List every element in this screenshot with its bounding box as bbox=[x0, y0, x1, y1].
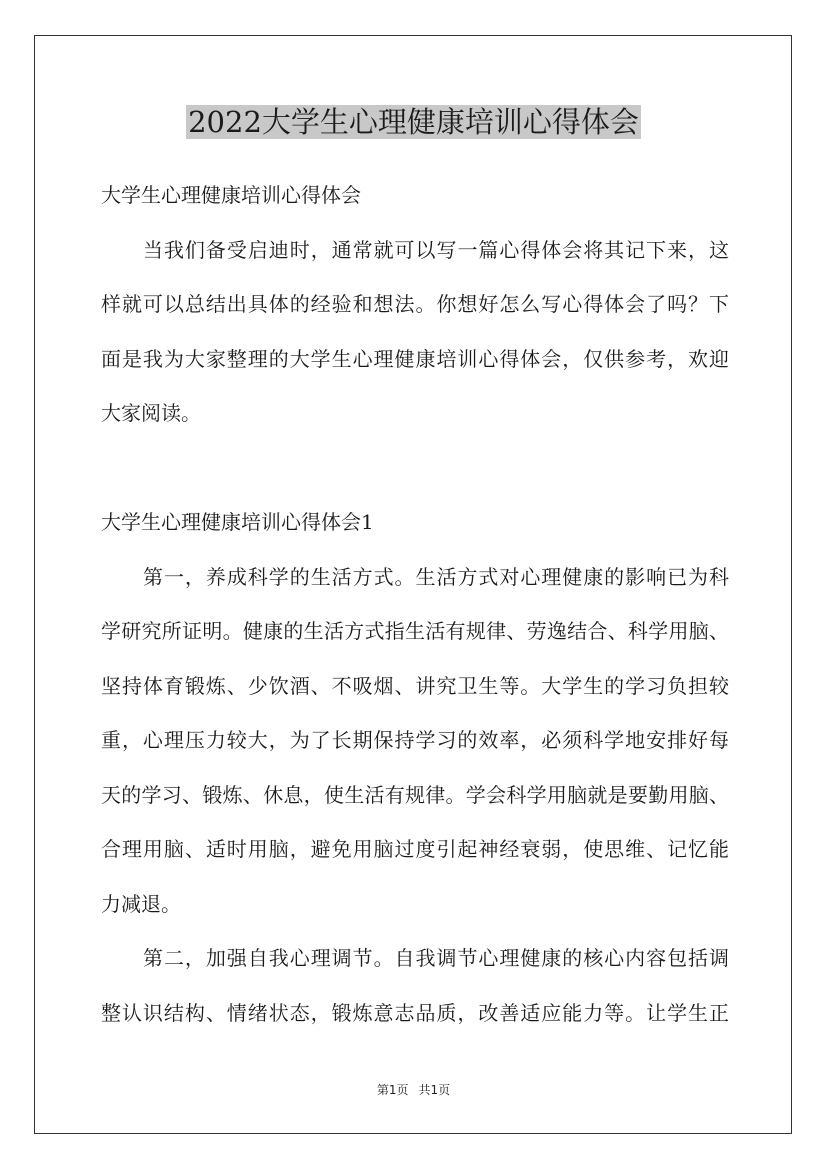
paragraph-gap bbox=[101, 441, 729, 496]
intro-line-2: 样就可以总结出具体的经验和想法。你想好怎么写心得体会了吗？下 bbox=[101, 292, 729, 316]
document-title: 2022大学生心理健康培训心得体会 bbox=[188, 105, 639, 139]
page-footer bbox=[0, 1081, 827, 1098]
para2-line-2: 整认识结构、情绪状态，锻炼意志品质，改善适应能力等。让学生正 bbox=[101, 1000, 729, 1025]
intro-line-1: 当我们备受启迪时，通常就可以写一篇心得体会将其记下来，这 bbox=[143, 237, 729, 262]
subtitle: 大学生心理健康培训心得体会 bbox=[101, 183, 361, 207]
intro-line-4: 大家阅读。 bbox=[101, 401, 201, 425]
para1-line-5: 天的学习、锻炼、休息，使生活有规律。学会科学用脑就是要勤用脑、 bbox=[101, 782, 729, 807]
para1-line-7: 力减退。 bbox=[101, 891, 181, 916]
para1-line-4: 重，心理压力较大，为了长期保持学习的效率，必须科学地安排好每 bbox=[101, 728, 729, 752]
para1-line-3: 坚持体育锻炼、少饮酒、不吸烟、讲究卫生等。大学生的学习负担较 bbox=[101, 673, 729, 698]
page-total: 共1页 bbox=[418, 1083, 451, 1097]
document-body bbox=[101, 168, 729, 1040]
para1-line-6: 合理用脑、适时用脑，避免用脑过度引起神经衰弱，使思维、记忆能 bbox=[101, 837, 729, 861]
intro-line-3: 面是我为大家整理的大学生心理健康培训心得体会，仅供参考，欢迎 bbox=[101, 346, 729, 371]
para1-line-2: 学研究所证明。健康的生活方式指生活有规律、劳逸结合、科学用脑、 bbox=[101, 619, 729, 643]
page-number: 第1页 bbox=[376, 1083, 409, 1097]
para1-line-1: 第一，养成科学的生活方式。生活方式对心理健康的影响已为科 bbox=[143, 564, 729, 589]
para2-line-1: 第二，加强自我心理调节。自我调节心理健康的核心内容包括调 bbox=[143, 946, 729, 970]
section-heading-1: 大学生心理健康培训心得体会1 bbox=[101, 510, 374, 534]
